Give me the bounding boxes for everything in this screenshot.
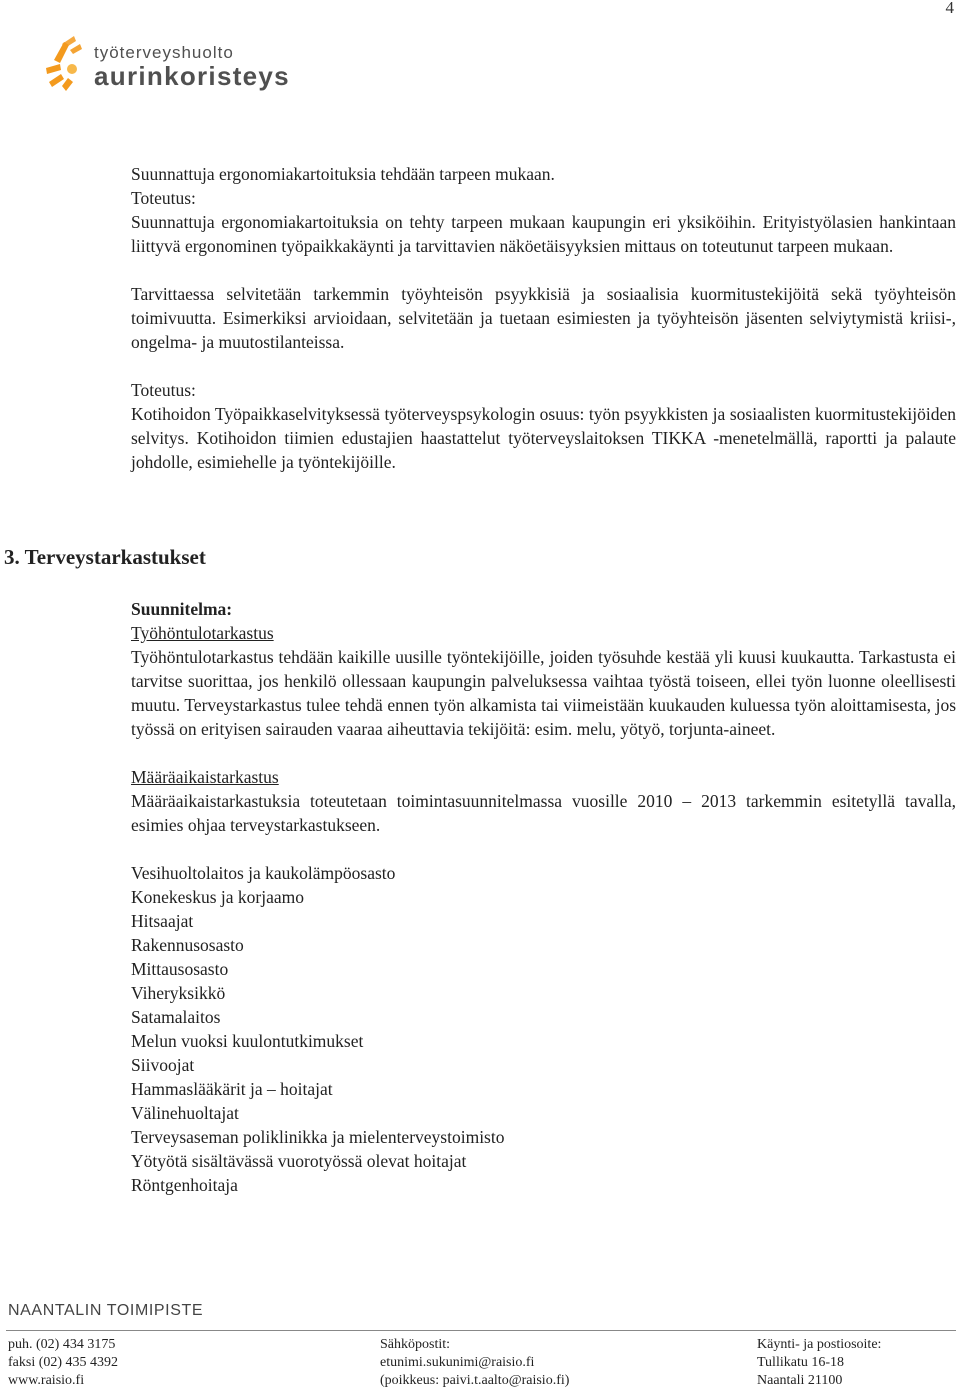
page-number: 4	[945, 0, 954, 17]
plan-label: Suunnitelma:	[131, 599, 233, 619]
paragraph-3-body: Kotihoidon Työpaikkaselvityksessä työterveyspsykologin osuus: työn psyykkisten ja sosiaalisten kuormitustekijöiden selvitys. Kotihoidon tiimien edustajien haastattelut työterveyslaitoksen TIKKA -menetelmällä, raportti ja palaute johdolle, esimiehelle ja työntekijöille.	[131, 404, 956, 472]
list-item: Mittausosasto	[131, 959, 229, 979]
footer-email-exception: (poikkeus: paivi.t.aalto@raisio.fi)	[380, 1373, 570, 1388]
footer-email-label: Sähköpostit:	[380, 1337, 451, 1352]
footer-title: NAANTALIN TOIMIPISTE	[8, 1302, 204, 1319]
footer-email-pattern: etunimi.sukunimi@raisio.fi	[380, 1355, 535, 1370]
list-item: Välinehuoltajat	[131, 1103, 239, 1123]
footer-contact-email	[380, 1336, 569, 1390]
paragraph-1: Suunnattuja ergonomiakartoituksia tehdään tarpeen mukaan.	[131, 164, 555, 184]
list-item: Hammaslääkärit ja – hoitajat	[131, 1079, 333, 1099]
unit-list	[131, 861, 956, 1197]
logo-line-1: työterveyshuolto	[94, 43, 234, 62]
list-item: Satamalaitos	[131, 1007, 221, 1027]
list-item: Vesihuoltolaitos ja kaukolämpöosasto	[131, 863, 396, 883]
footer-street: Tullikatu 16-18	[757, 1355, 844, 1370]
list-item: Terveysaseman poliklinikka ja mielenterveystoimisto	[131, 1127, 505, 1147]
paragraph-1-body: Suunnattuja ergonomiakartoituksia on tehty tarpeen mukaan kaupungin eri yksiköihin. Erityistyölasien hankintaan liittyvä ergonominen työpaikkakäynti ja tarvittavien näköetäisyyksien mittaus on toteutunut tarpeen mukaan.	[131, 212, 956, 256]
footer-address-label: Käynti- ja postiosoite:	[757, 1337, 882, 1352]
subsection-title-1: Työhöntulotarkastus	[131, 623, 274, 643]
footer-divider	[6, 1330, 956, 1331]
section-heading: 3. Terveystarkastukset	[4, 545, 206, 569]
top-section	[131, 162, 956, 474]
footer-phone: puh. (02) 434 3175	[8, 1337, 116, 1352]
footer-city: Naantali 21100	[757, 1373, 843, 1388]
logo-line-2: aurinkoristeys	[94, 61, 290, 91]
list-item: Melun vuoksi kuulontutkimukset	[131, 1031, 364, 1051]
subsection-body-2: Määräaikaistarkastuksia toteutetaan toimintasuunnitelmassa vuosille 2010 – 2013 tarkemmin esitetyllä tavalla, esimies ohjaa terveystarkastukseen.	[131, 791, 956, 835]
toteutus-label-2: Toteutus:	[131, 380, 196, 400]
paragraph-2: Tarvittaessa selvitetään tarkemmin työyhteisön psyykkisiä ja sosiaalisia kuormitustekijöitä sekä työyhteisön toimivuutta. Esimerkiksi arvioidaan, selvitetään ja tuetaan esimiesten ja työyhteisön jäsenten selviytymistä kriisi-, ongelma- ja muutostilanteissa.	[131, 284, 956, 352]
subsection-body-1: Työhöntulotarkastus tehdään kaikille uusille työntekijöille, joiden työsuhde kestää yli kuusi kuukautta. Tarkastusta ei tarvitse suorittaa, jos henkilö ollessaan kaupungin palveluksessa vaihtaa työstä toiseen, ellei työn luonne oleellisesti muutu. Terveystarkastus tulee tehdä ennen työn alkamista tai viimeistään kuukauden kuluessa työn aloittamisesta, jos työssä on erityisen sairauden vaaraa aiheuttavia tekijöitä: esim. melu, yötyö, torjunta-aineet.	[131, 647, 956, 739]
subsection-title-2: Määräaikaistarkastus	[131, 767, 279, 787]
footer-fax: faksi (02) 435 4392	[8, 1355, 119, 1370]
list-item: Röntgenhoitaja	[131, 1175, 238, 1195]
list-item: Viheryksikkö	[131, 983, 226, 1003]
list-item: Rakennusosasto	[131, 935, 244, 955]
toteutus-label-1: Toteutus:	[131, 188, 196, 208]
list-item: Hitsaajat	[131, 911, 194, 931]
footer-website-link[interactable]: www.raisio.fi	[8, 1373, 85, 1388]
company-logo	[40, 30, 310, 100]
list-item: Konekeskus ja korjaamo	[131, 887, 305, 907]
footer-contact-address	[757, 1336, 881, 1390]
footer-contact-phone	[8, 1336, 118, 1390]
list-item: Yötyötä sisältävässä vuorotyössä olevat hoitajat	[131, 1151, 467, 1171]
section-3-body	[131, 597, 956, 1197]
list-item: Siivoojat	[131, 1055, 195, 1075]
